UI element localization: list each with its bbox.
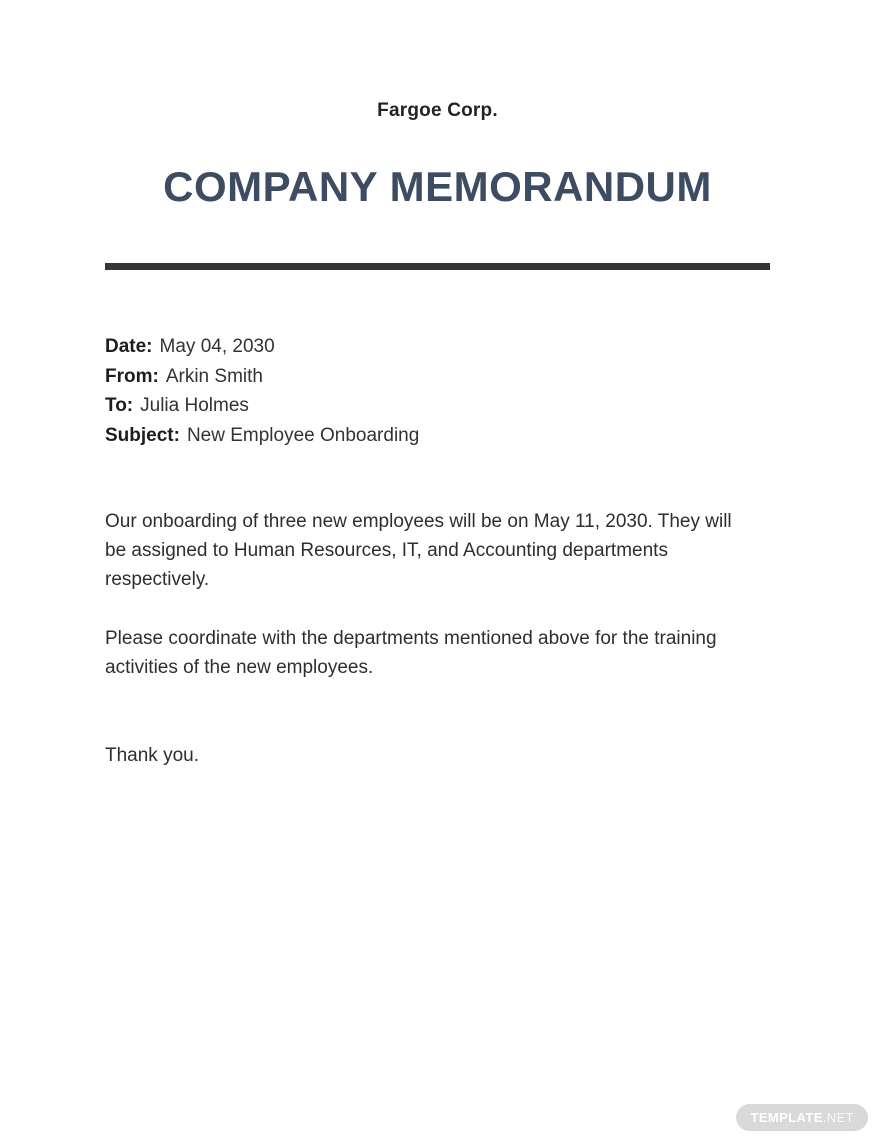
watermark-brand-bold: TEMPLATE bbox=[750, 1110, 823, 1125]
watermark-brand-light: .NET bbox=[822, 1110, 854, 1125]
meta-row-to bbox=[105, 391, 770, 421]
date-label: Date: bbox=[105, 336, 153, 357]
subject-label: Subject: bbox=[105, 424, 180, 446]
to-value: Julia Holmes bbox=[140, 395, 249, 416]
body-paragraph-1: Our onboarding of three new employees will be on May 11, 2030. They will be assigned to Human Resources, IT, and Accounting departments respectively. bbox=[105, 511, 732, 590]
memo-title: COMPANY MEMORANDUM bbox=[163, 163, 712, 210]
meta-row-subject bbox=[105, 421, 770, 451]
memo-meta-fields bbox=[105, 332, 770, 450]
template-net-watermark-badge[interactable] bbox=[736, 1104, 868, 1131]
from-label: From: bbox=[105, 365, 159, 387]
date-value: May 04, 2030 bbox=[159, 336, 275, 357]
from-value: Arkin Smith bbox=[165, 365, 263, 387]
subject-value: New Employee Onboarding bbox=[186, 424, 420, 446]
meta-row-from bbox=[105, 362, 770, 392]
company-name: Fargoe Corp. bbox=[377, 100, 498, 121]
body-paragraph-2: Please coordinate with the departments mentioned above for the training activities of the new employees. bbox=[105, 628, 717, 678]
title-divider-rule bbox=[105, 263, 770, 270]
meta-row-date bbox=[105, 332, 770, 362]
to-label: To: bbox=[105, 395, 134, 416]
closing-text: Thank you. bbox=[105, 745, 199, 766]
memo-content bbox=[105, 0, 770, 770]
